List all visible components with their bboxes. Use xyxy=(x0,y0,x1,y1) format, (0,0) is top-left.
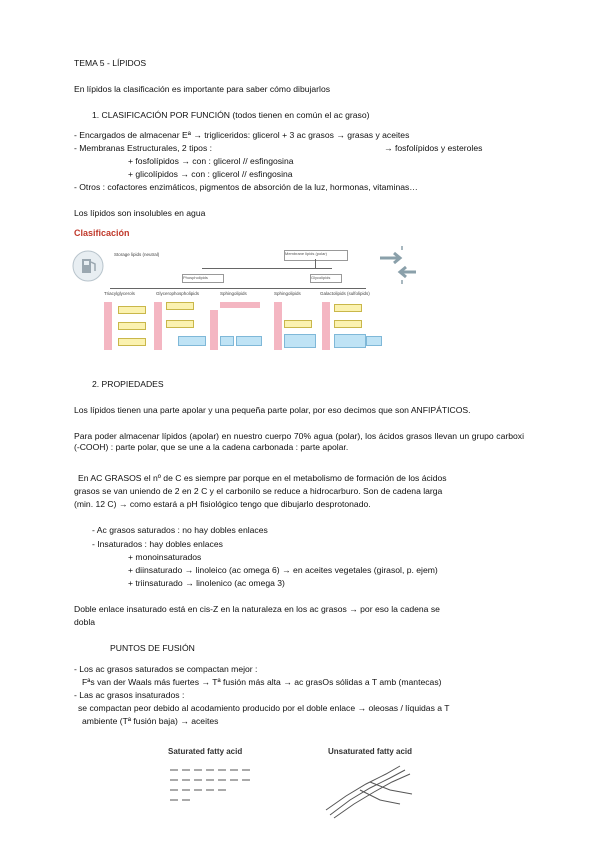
list-item: + monoinsaturados xyxy=(128,552,202,562)
list-item: + diinsaturado → linoleico (ac omega 6) → en aceites vegetales (girasol, p. ejem) xyxy=(128,565,438,575)
col-label: Triacylglycerols xyxy=(104,291,135,296)
text-line: (min. 12 C) → como estará a pH fisiológico tengo que dibujarlo desprotonado. xyxy=(74,499,371,509)
text-line: - Los ac grasos saturados se compactan mejor : xyxy=(74,664,258,674)
classification-diagram xyxy=(70,240,420,355)
text-line: + glicolípidos → con : glicerol // esfingosina xyxy=(128,169,293,179)
glycolipids-label: Glycolipids xyxy=(311,275,331,280)
list-item: - Ac grasos saturados : no hay dobles enlaces xyxy=(92,525,268,535)
gas-pump-icon xyxy=(72,250,104,282)
col-label: Sphingolipids xyxy=(274,291,301,296)
unsaturated-label: Unsaturated fatty acid xyxy=(328,747,413,756)
membrane-label: Membrane lipids (polar) xyxy=(285,251,328,256)
saturated-label: Saturated fatty acid xyxy=(168,747,243,756)
text-line: - Membranas Estructurales, 2 tipos : xyxy=(74,143,213,153)
list-item: - Insaturados : hay dobles enlaces xyxy=(92,539,223,549)
col-label: Sphingolipids xyxy=(220,291,247,296)
paragraph: Para poder almacenar lípidos (apolar) en nuestro cuerpo 70% agua (polar), los ácidos grasos llevan un grupo carboxi (-COOH) : parte polar, que se une a la cadena carbonada : parte apolar. xyxy=(74,431,524,452)
text-line: Los lípidos son insolubles en agua xyxy=(74,208,206,218)
col-label: Glycerophospholipids xyxy=(156,291,200,296)
melting-heading: PUNTOS DE FUSIÓN xyxy=(110,643,195,653)
col-label: Galactolipids (sulfolipids) xyxy=(320,291,370,296)
text-line: Fªs van der Waals más fuertes → Tª fusión más alta → ac grasOs sólidas a T amb (mantecas) xyxy=(82,677,442,687)
text-line: grasos se van uniendo de 2 en 2 C y el carbonilo se reduce a hidrocarburo. Son de cadena larga xyxy=(74,486,443,496)
text-line: Doble enlace insaturado está en cis-Z en la naturaleza en los ac grasos → por eso la cadena se xyxy=(74,604,440,614)
paragraph: Los lípidos tienen una parte apolar y una pequeña parte polar, por eso decimos que son ANFIPÁTICOS. xyxy=(74,405,471,415)
text-line: dobla xyxy=(74,617,96,627)
text-line: se compactan peor debido al acodamiento producido por el doble enlace → oleosas / líquidas a T xyxy=(78,703,450,713)
unsaturated-fatty-acid-figure xyxy=(320,760,430,820)
text-line: - Encargados de almacenar Eª → trigliceridos: glicerol + 3 ac grasos → grasas y aceites xyxy=(74,130,410,140)
section1-heading: 1. CLASIFICACIÓN POR FUNCIÓN (todos tienen en común el ac graso) xyxy=(92,110,370,120)
section2-heading: 2. PROPIEDADES xyxy=(92,379,164,389)
glycolipids-box xyxy=(310,274,342,283)
storage-label: Storage lipids (neutral) xyxy=(114,252,160,257)
text-line: + fosfolípidos → con : glicerol // esfingosina xyxy=(128,156,294,166)
text-line: ambiente (Tª fusión baja) → aceites xyxy=(82,716,219,726)
text-line: - Las ac grasos insaturados : xyxy=(74,690,185,700)
saturated-fatty-acid-figure xyxy=(168,762,278,812)
text-line: En AC GRASOS el nº de C es siempre par porque en el metabolismo de formación de los ácidos xyxy=(78,473,447,483)
phospholipids-box xyxy=(182,274,224,283)
text-line: - Otros : cofactores enzimáticos, pigmentos de absorción de la luz, hormonas, vitaminas… xyxy=(74,182,418,192)
membrane-box xyxy=(284,250,348,261)
text-line: → fosfolípidos y esteroles xyxy=(384,143,483,153)
page-title: TEMA 5 - LÍPIDOS xyxy=(74,58,147,68)
diagram-label: Clasificación xyxy=(74,228,130,238)
arrows-icon xyxy=(378,244,418,284)
phospholipids-label: Phospholipids xyxy=(183,275,208,280)
list-item: + triinsaturado → linolenico (ac omega 3) xyxy=(128,578,285,588)
intro-text: En lípidos la clasificación es importante para saber cómo dibujarlos xyxy=(74,84,331,94)
